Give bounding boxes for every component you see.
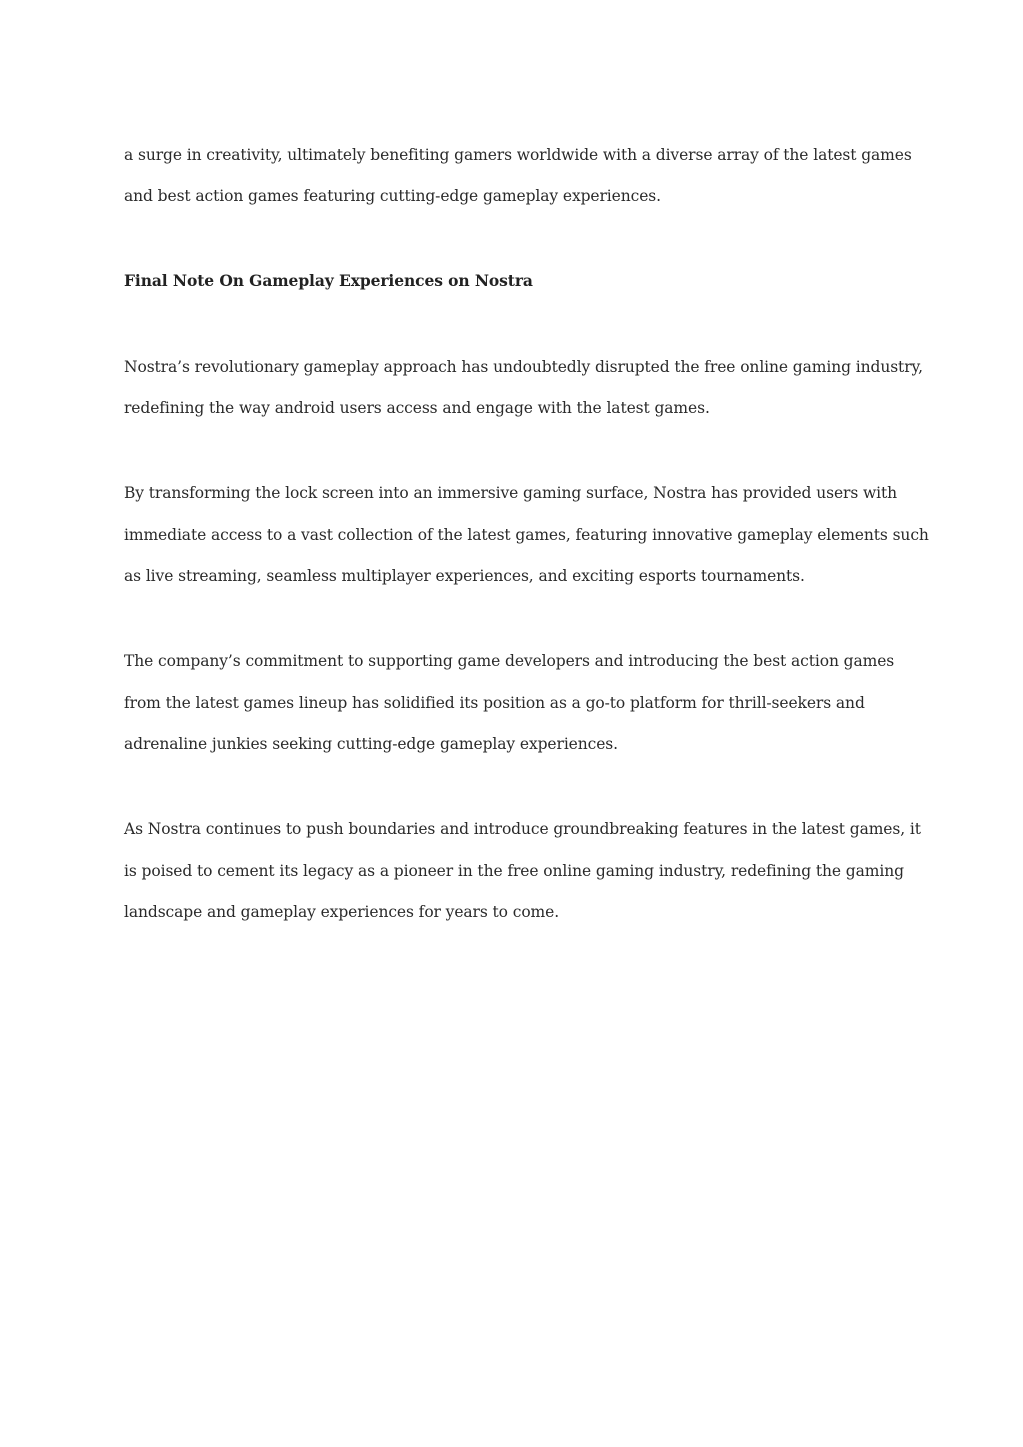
paragraph-line: as live streaming, seamless multiplayer experiences, and exciting esports tournaments. — [124, 567, 805, 585]
paragraph-line: The company’s commitment to supporting game developers and introducing the best action games — [124, 652, 895, 670]
paragraph-line: By transforming the lock screen into an immersive gaming surface, Nostra has provided users with — [124, 484, 898, 502]
paragraph-line: As Nostra continues to push boundaries and introduce groundbreaking features in the latest games, it — [124, 820, 921, 838]
paragraph-line: immediate access to a vast collection of the latest games, featuring innovative gameplay elements such — [124, 526, 929, 544]
paragraph-line: from the latest games lineup has solidified its position as a go-to platform for thrill-seekers and — [124, 694, 865, 712]
paragraph-line: is poised to cement its legacy as a pioneer in the free online gaming industry, redefining the gaming — [124, 862, 904, 880]
paragraph-line: Nostra’s revolutionary gameplay approach has undoubtedly disrupted the free online gaming industry, — [124, 358, 923, 376]
paragraph-line: landscape and gameplay experiences for years to come. — [124, 903, 560, 921]
section-heading: Final Note On Gameplay Experiences on Nostra — [124, 271, 533, 290]
paragraph-line: a surge in creativity, ultimately benefiting gamers worldwide with a diverse array of the latest games — [124, 146, 912, 164]
paragraph-line: adrenaline junkies seeking cutting-edge gameplay experiences. — [124, 735, 618, 753]
paragraph-line: redefining the way android users access and engage with the latest games. — [124, 399, 710, 417]
paragraph-line: and best action games featuring cutting-edge gameplay experiences. — [124, 187, 661, 205]
